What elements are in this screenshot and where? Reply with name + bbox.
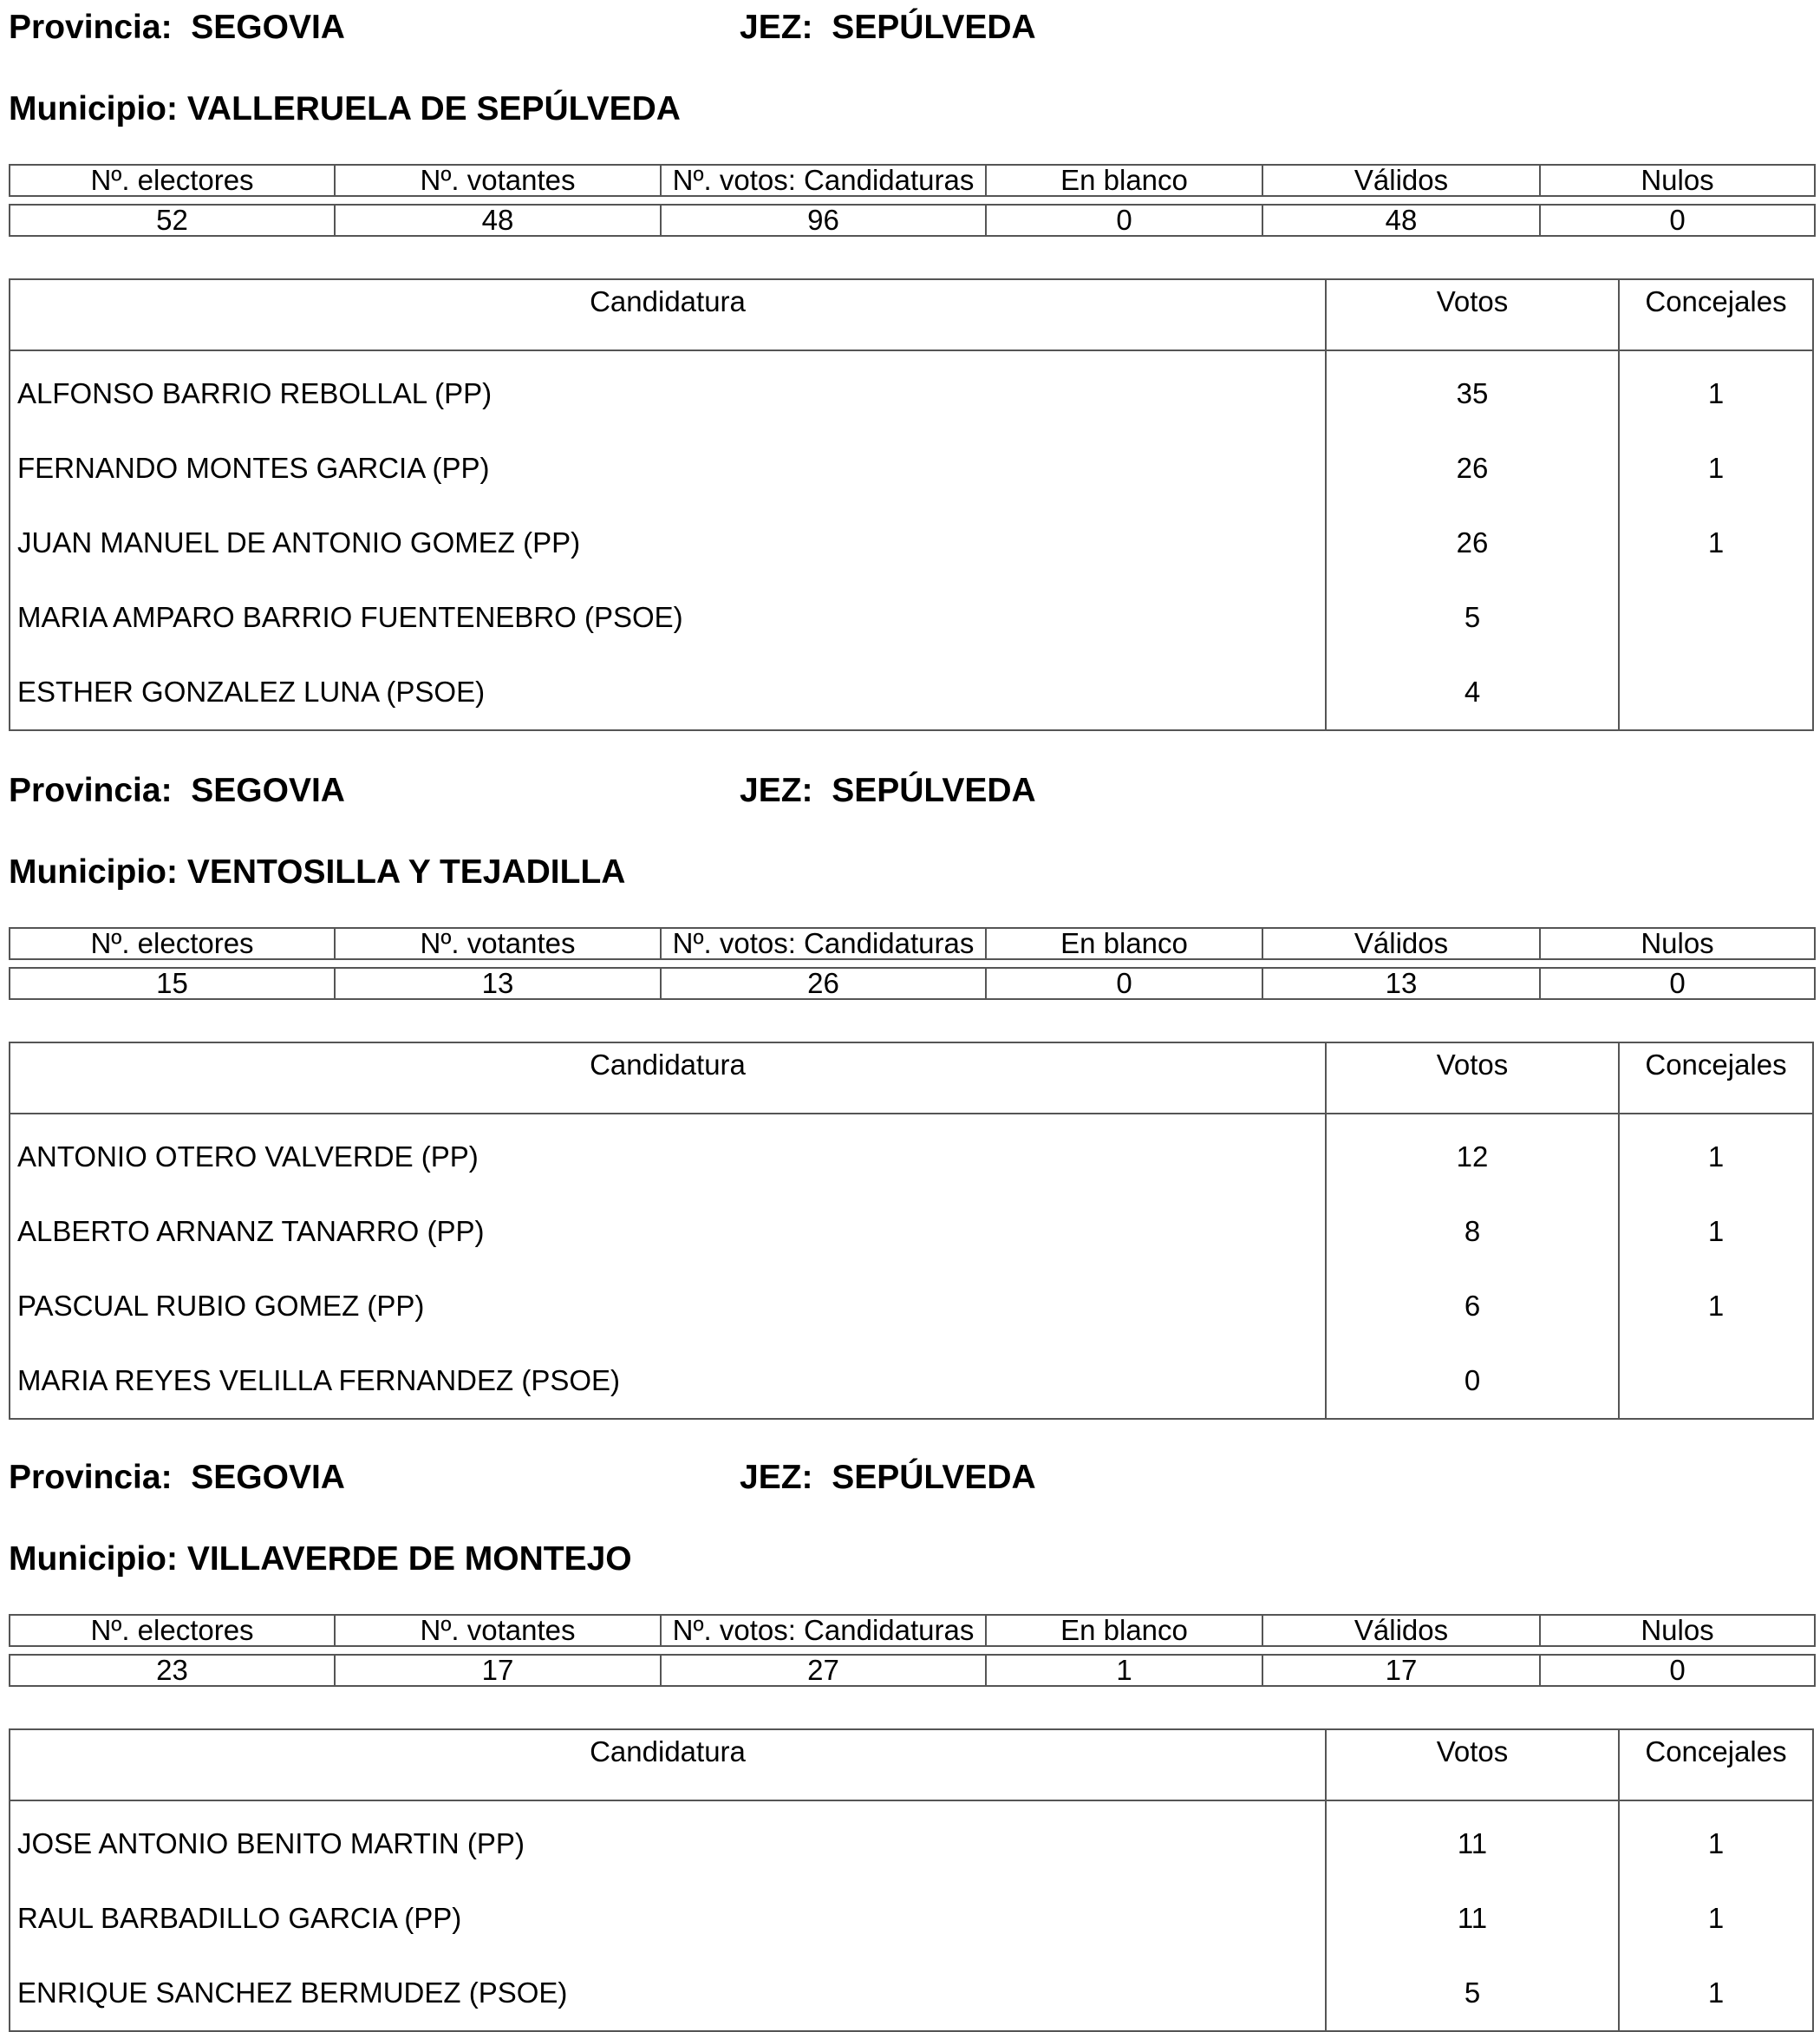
summary-header-row (10, 1615, 1815, 1646)
summary-value-cell: 13 (1262, 968, 1540, 999)
summary-value-cell: 23 (10, 1655, 335, 1686)
summary-table (9, 1614, 1816, 1687)
candidate-votes: 0 (1327, 1343, 1620, 1418)
provincia-line (9, 9, 345, 47)
summary-value-cell: 17 (1262, 1655, 1540, 1686)
candidatura-header: Candidatura (10, 1043, 1327, 1113)
summary-header-cell: Nº. votantes (335, 165, 661, 196)
votos-header: Votos (1327, 280, 1620, 350)
candidate-name: RAUL BARBADILLO GARCIA (PP) (10, 1881, 1327, 1956)
candidate-concejales: 1 (1707, 1140, 1725, 1173)
candidate-row (10, 356, 1812, 431)
candidate-row (10, 655, 1812, 729)
jez-value: SEPÚLVEDA (832, 772, 1036, 809)
candidate-name: MARIA AMPARO BARRIO FUENTENEBRO (PSOE) (10, 580, 1327, 655)
candidate-concejales: 1 (1707, 452, 1725, 484)
summary-value-row (10, 205, 1815, 236)
candidate-name: ANTONIO OTERO VALVERDE (PP) (10, 1120, 1327, 1194)
summary-value-cell: 96 (661, 205, 986, 236)
candidate-concejales: 1 (1707, 1215, 1725, 1247)
candidate-row (10, 1343, 1812, 1418)
summary-value-cell: 17 (335, 1655, 661, 1686)
summary-value-row (10, 1655, 1815, 1686)
candidate-name: MARIA REYES VELILLA FERNANDEZ (PSOE) (10, 1343, 1327, 1418)
summary-value-cell: 48 (335, 205, 661, 236)
summary-value-cell: 1 (986, 1655, 1262, 1686)
summary-table (9, 927, 1816, 1000)
provincia-label: Provincia: (9, 9, 173, 46)
summary-value-cell: 13 (335, 968, 661, 999)
candidate-name: ALBERTO ARNANZ TANARRO (PP) (10, 1194, 1327, 1269)
jez-label: JEZ: (740, 1459, 813, 1496)
municipio-line (9, 853, 625, 892)
candidate-concejales: 1 (1707, 1827, 1725, 1859)
candidate-concejales: 1 (1707, 377, 1725, 409)
candidate-votes: 5 (1327, 580, 1620, 655)
candidates-table (9, 1042, 1814, 1420)
summary-header-row (10, 928, 1815, 959)
candidatura-header: Candidatura (10, 1730, 1327, 1800)
jez-line (740, 9, 1036, 47)
candidate-votes: 4 (1327, 655, 1620, 729)
candidate-name: ALFONSO BARRIO REBOLLAL (PP) (10, 356, 1327, 431)
candidate-votes: 5 (1327, 1956, 1620, 2030)
candidate-concejales: 1 (1707, 1976, 1725, 2009)
candidate-row (10, 1269, 1812, 1343)
candidates-table (9, 1728, 1814, 2032)
provincia-label: Provincia: (9, 772, 173, 809)
candidate-name: JOSE ANTONIO BENITO MARTIN (PP) (10, 1807, 1327, 1881)
municipio-label: Municipio: (9, 90, 178, 127)
votos-header: Votos (1327, 1730, 1620, 1800)
municipio-value: VENTOSILLA Y TEJADILLA (186, 853, 626, 891)
candidate-votes: 11 (1327, 1807, 1620, 1881)
candidate-concejales (1620, 580, 1812, 655)
candidate-concejales: 1 (1707, 1290, 1725, 1322)
municipio-value: VILLAVERDE DE MONTEJO (186, 1540, 632, 1578)
summary-value-cell: 0 (1540, 1655, 1815, 1686)
candidates-header-row (10, 1730, 1812, 1801)
candidate-name: ENRIQUE SANCHEZ BERMUDEZ (PSOE) (10, 1956, 1327, 2030)
summary-header-cell: Nº. electores (10, 928, 335, 959)
candidate-votes: 6 (1327, 1269, 1620, 1343)
summary-value-cell: 52 (10, 205, 335, 236)
summary-value-cell: 0 (1540, 205, 1815, 236)
summary-header-cell: Nº. votantes (335, 928, 661, 959)
municipio-line (9, 90, 681, 128)
candidate-votes: 8 (1327, 1194, 1620, 1269)
summary-value-cell: 15 (10, 968, 335, 999)
summary-value-cell: 0 (986, 205, 1262, 236)
jez-line (740, 772, 1036, 810)
provincia-label: Provincia: (9, 1459, 173, 1496)
summary-header-row (10, 165, 1815, 196)
summary-header-cell: Válidos (1262, 1615, 1540, 1646)
candidatura-header: Candidatura (10, 280, 1327, 350)
jez-value: SEPÚLVEDA (832, 9, 1036, 46)
candidate-name: ESTHER GONZALEZ LUNA (PSOE) (10, 655, 1327, 729)
concejales-header: Concejales (1645, 285, 1787, 317)
candidate-row (10, 1807, 1812, 1881)
jez-value: SEPÚLVEDA (832, 1459, 1036, 1496)
summary-header-cell: En blanco (986, 928, 1262, 959)
provincia-line (9, 1459, 345, 1497)
summary-table (9, 164, 1816, 237)
summary-header-cell: Válidos (1262, 928, 1540, 959)
candidate-concejales: 1 (1707, 1902, 1725, 1934)
provincia-line (9, 772, 345, 810)
municipio-value: VALLERUELA DE SEPÚLVEDA (186, 90, 681, 127)
candidate-concejales: 1 (1707, 526, 1725, 559)
summary-value-cell: 27 (661, 1655, 986, 1686)
summary-value-cell: 48 (1262, 205, 1540, 236)
summary-value-cell: 26 (661, 968, 986, 999)
summary-header-cell: Nº. electores (10, 1615, 335, 1646)
summary-header-cell: Nº. votos: Candidaturas (661, 928, 986, 959)
summary-value-cell: 0 (986, 968, 1262, 999)
candidates-header-row (10, 280, 1812, 351)
candidate-row (10, 1956, 1812, 2030)
candidate-concejales (1620, 655, 1812, 729)
summary-header-cell: En blanco (986, 1615, 1262, 1646)
summary-value-cell: 0 (1540, 968, 1815, 999)
candidate-row (10, 580, 1812, 655)
candidates-header-row (10, 1043, 1812, 1114)
summary-header-cell: Nº. votos: Candidaturas (661, 1615, 986, 1646)
summary-header-cell: Nº. votos: Candidaturas (661, 165, 986, 196)
jez-label: JEZ: (740, 772, 813, 809)
summary-value-row (10, 968, 1815, 999)
candidate-concejales (1620, 1343, 1812, 1418)
candidate-votes: 26 (1327, 431, 1620, 506)
summary-header-cell: Válidos (1262, 165, 1540, 196)
candidate-name: FERNANDO MONTES GARCIA (PP) (10, 431, 1327, 506)
candidate-row (10, 1881, 1812, 1956)
municipio-line (9, 1540, 632, 1578)
summary-header-cell: Nulos (1540, 928, 1815, 959)
candidate-votes: 12 (1327, 1120, 1620, 1194)
provincia-value: SEGOVIA (191, 9, 345, 46)
concejales-header: Concejales (1645, 1049, 1787, 1081)
candidate-votes: 26 (1327, 506, 1620, 580)
provincia-value: SEGOVIA (191, 1459, 345, 1496)
candidates-table (9, 278, 1814, 731)
provincia-value: SEGOVIA (191, 772, 345, 809)
municipio-label: Municipio: (9, 1540, 178, 1578)
candidate-name: JUAN MANUEL DE ANTONIO GOMEZ (PP) (10, 506, 1327, 580)
concejales-header: Concejales (1645, 1735, 1787, 1767)
municipio-label: Municipio: (9, 853, 178, 891)
candidate-row (10, 431, 1812, 506)
candidate-name: PASCUAL RUBIO GOMEZ (PP) (10, 1269, 1327, 1343)
candidate-votes: 11 (1327, 1881, 1620, 1956)
summary-header-cell: Nulos (1540, 1615, 1815, 1646)
jez-line (740, 1459, 1036, 1497)
summary-header-cell: Nº. votantes (335, 1615, 661, 1646)
jez-label: JEZ: (740, 9, 813, 46)
candidate-row (10, 506, 1812, 580)
candidate-row (10, 1120, 1812, 1194)
candidate-votes: 35 (1327, 356, 1620, 431)
votos-header: Votos (1327, 1043, 1620, 1113)
candidate-row (10, 1194, 1812, 1269)
summary-header-cell: Nº. electores (10, 165, 335, 196)
summary-header-cell: En blanco (986, 165, 1262, 196)
summary-header-cell: Nulos (1540, 165, 1815, 196)
